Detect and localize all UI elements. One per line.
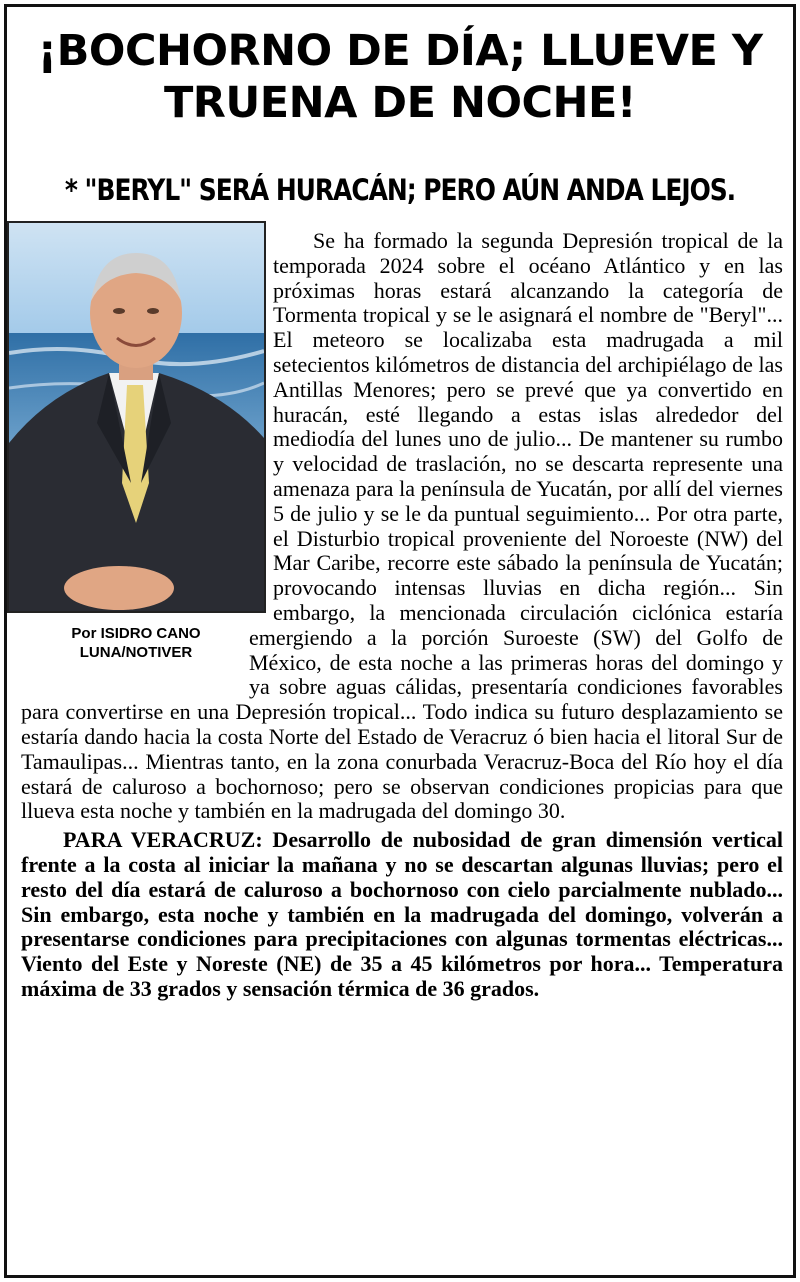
subhead: * "BERYL" SERÁ HURACÁN; PERO AÚN ANDA LEJOS.: [64, 173, 736, 207]
caption-spacer: [21, 615, 249, 685]
photo-caption: Por ISIDRO CANO LUNA/NOTIVER: [71, 625, 201, 661]
article-paragraph-2: PARA VERACRUZ: Desarrollo de nubosidad de gran dimensión vertical frente a la costa al iniciar la mañana y no se descartan algunas lluvias; pero el resto del día estará de caluroso a bochornoso con cielo parcialmente nublado... Sin embargo, esta noche y también en la madrugada del domingo, volverán a presentarse condiciones para precipitaciones con algunas tormentas eléctricas... Viento del Este y Noreste (NE) de 35 a 45 kilómetros por hora... Temperatura máxima de 33 grados y sensación térmica de 36 grados.: [21, 827, 783, 1001]
article-body: [21, 229, 783, 1002]
headline: ¡BOCHORNO DE DÍA; LLUEVE Y TRUENA DE NOCHE!: [37, 26, 763, 128]
photo-spacer: [21, 229, 273, 615]
article-frame: [4, 4, 796, 1278]
article-paragraph-1: Se ha formado la segunda Depresión tropical de la temporada 2024 sobre el océano Atlántico y en las próximas horas estará alcanzando la categoría de Tormenta tropical y se le asignará el nombre de "Beryl"... El meteoro se localizaba esta madrugada a mil setecientos kilómetros de distancia del archipiélago de las Antillas Menores; pero se prevé que ya convertido en huracán, esté llegando a estas islas alrededor del mediodía del lunes uno de julio... De mantener su rumbo y velocidad de traslación, no se descarta represente una amenaza para la península de Yucatán, por allí del viernes 5 de julio y se le da puntual seguimiento... Por otra parte, el Disturbio tropical proveniente del Noroeste (NW) del Mar Caribe, recorre este sábado la península de Yucatán; provocando intensas lluvias en dicha región... Sin embargo, la mencionada circulación ciclónica estaría emergiendo a la porción Suroeste (SW) del Golfo de México, de esta noche a las primeras horas del domingo y ya sobre aguas cálidas, presentaría condiciones favorables para convertirse en una Depresión tropical... Todo indica su futuro desplazamiento se estaría dando hacia la costa Norte del Estado de Veracruz ó bien hacia el litoral Sur de Tamaulipas... Mientras tanto, en la zona conurbada Veracruz-Boca del Río hoy el día estará de caluroso a bochornoso; pero se observan condiciones propicias para que llueva esta noche y también en la madrugada del domingo 30.: [21, 228, 783, 824]
